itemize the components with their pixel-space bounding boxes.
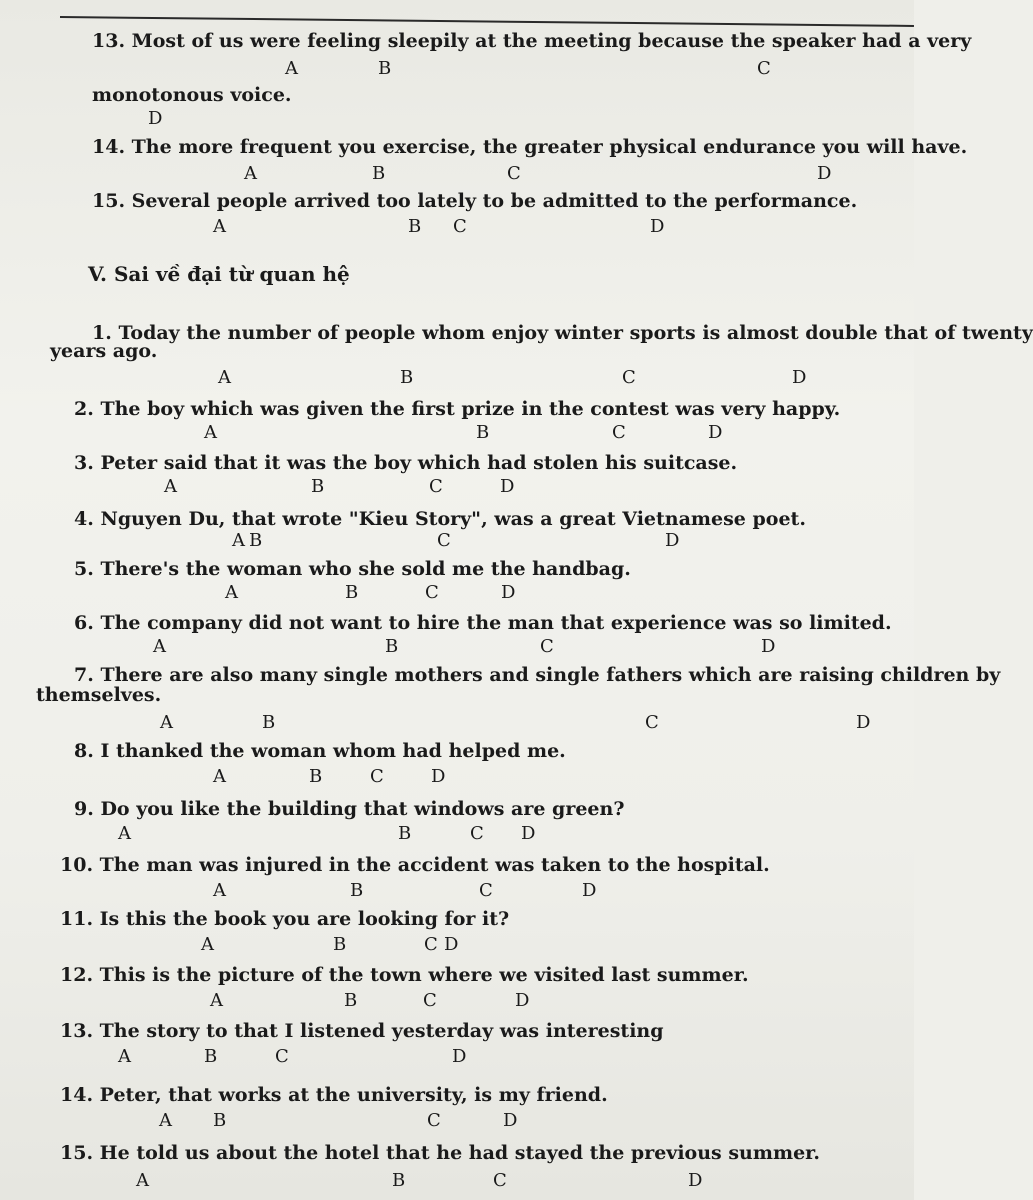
option-a: A (213, 766, 226, 787)
option-b: B (309, 766, 323, 787)
option-b: B (262, 712, 276, 733)
v-q9-letters (0, 823, 914, 847)
v-q2-letters (0, 422, 914, 446)
v-q5-line1: 5. There's the woman who she sold me the handbag. (74, 558, 631, 580)
option-d: D (708, 422, 723, 443)
v-q6-letters (0, 636, 914, 660)
option-d: D (501, 582, 516, 603)
option-d: D (792, 367, 807, 388)
iv-q13-line2: monotonous voice. (92, 84, 292, 106)
option-a: A (244, 163, 257, 184)
iv-q15-letters (0, 216, 914, 240)
option-a: A (136, 1170, 149, 1191)
v-q3-letters (0, 476, 914, 500)
option-c: C (427, 1110, 441, 1131)
option-a: A (285, 58, 298, 79)
iv-q13-letters (0, 58, 914, 82)
v-q4-line1: 4. Nguyen Du, that wrote "Kieu Story", was a great Vietnamese poet. (74, 508, 806, 530)
v-q14-letters (0, 1110, 914, 1134)
v-q1-letters (0, 367, 914, 391)
iv-q15-line1: 15. Several people arrived too lately to be admitted to the performance. (92, 190, 858, 212)
v-q11-line1: 11. Is this the book you are looking for it? (60, 908, 510, 930)
option-c: C (423, 990, 437, 1011)
option-c: C (540, 636, 554, 657)
option-a: A (210, 990, 223, 1011)
iv-q13-line1: 13. Most of us were feeling sleepily at the meeting because the speaker had a very (92, 30, 972, 52)
option-a: A (159, 1110, 172, 1131)
option-c: C (424, 934, 438, 955)
option-d: D (582, 880, 597, 901)
v-q8-line1: 8. I thanked the woman whom had helped me. (74, 740, 566, 762)
option-b: B (344, 990, 358, 1011)
option-c: C (470, 823, 484, 844)
v-q10-line1: 10. The man was injured in the accident was taken to the hospital. (60, 854, 770, 876)
option-b: B (350, 880, 364, 901)
option-c: C (275, 1046, 289, 1067)
option-d: D (503, 1110, 518, 1131)
option-c: C (437, 530, 451, 551)
v-q9-line1: 9. Do you like the building that windows are green? (74, 798, 625, 820)
iv-q14-line1: 14. The more frequent you exercise, the greater physical endurance you will have. (92, 136, 968, 158)
option-c: C (507, 163, 521, 184)
v-q3-line1: 3. Peter said that it was the boy which had stolen his suitcase. (74, 452, 738, 474)
v-q13-line1: 13. The story to that I listened yesterday was interesting (60, 1020, 664, 1042)
iv-q14-letters (0, 163, 914, 187)
option-b: B (345, 582, 359, 603)
option-d: D (452, 1046, 467, 1067)
v-q14-line1: 14. Peter, that works at the university, is my friend. (60, 1084, 608, 1106)
option-d: D (688, 1170, 703, 1191)
option-a: A (213, 880, 226, 901)
option-c: C (493, 1170, 507, 1191)
option-b: B (311, 476, 325, 497)
v-q10-letters (0, 880, 914, 904)
v-q11-letters (0, 934, 914, 958)
option-a: A (204, 422, 217, 443)
option-b: B (398, 823, 412, 844)
v-q1-line2: years ago. (50, 340, 158, 362)
option-d: D (148, 108, 163, 129)
v-q15-line1: 15. He told us about the hotel that he had stayed the previous summer. (60, 1142, 821, 1164)
v-q15-letters (0, 1170, 914, 1194)
v-q12-letters (0, 990, 914, 1014)
option-a: A (160, 712, 173, 733)
option-d: D (761, 636, 776, 657)
option-b: B (333, 934, 347, 955)
option-b: B (372, 163, 386, 184)
option-d: D (817, 163, 832, 184)
v-q6-line1: 6. The company did not want to hire the man that experience was so limited. (74, 612, 892, 634)
option-a: A (201, 934, 214, 955)
v-q4-letters (0, 530, 914, 554)
option-c: C (425, 582, 439, 603)
iv-q13-letters-2 (0, 108, 914, 132)
option-a: A (118, 823, 131, 844)
option-c: C (370, 766, 384, 787)
option-b: B (408, 216, 422, 237)
v-q1-line1: 1. Today the number of people whom enjoy winter sports is almost double that of twenty (92, 322, 1033, 344)
option-d: D (665, 530, 680, 551)
option-c: C (453, 216, 467, 237)
option-b: B (400, 367, 414, 388)
v-q7-letters (0, 712, 914, 736)
option-a: A (213, 216, 226, 237)
option-c: C (479, 880, 493, 901)
option-d: D (650, 216, 665, 237)
v-q12-line1: 12. This is the picture of the town where we visited last summer. (60, 964, 749, 986)
option-d: D (431, 766, 446, 787)
option-a: A (225, 582, 238, 603)
option-c: C (757, 58, 771, 79)
v-q13-letters (0, 1046, 914, 1070)
option-c: C (429, 476, 443, 497)
option-d: D (500, 476, 515, 497)
option-a: A (164, 476, 177, 497)
option-a: A (218, 367, 231, 388)
v-q7-line2: themselves. (36, 684, 162, 706)
option-b: B (385, 636, 399, 657)
option-a: A (118, 1046, 131, 1067)
option-c: C (612, 422, 626, 443)
option-b: B (213, 1110, 227, 1131)
v-q5-letters (0, 582, 914, 606)
option-b: B (204, 1046, 218, 1067)
option-d: D (856, 712, 871, 733)
option-b: B (476, 422, 490, 443)
option-b: B (392, 1170, 406, 1191)
option-c: C (622, 367, 636, 388)
section-v-heading: V. Sai về đại từ quan hệ (88, 262, 350, 286)
option-a: A (232, 530, 245, 551)
option-d: D (444, 934, 459, 955)
option-a: A (153, 636, 166, 657)
option-d: D (515, 990, 530, 1011)
option-c: C (645, 712, 659, 733)
option-b: B (249, 530, 263, 551)
v-q2-line1: 2. The boy which was given the first prize in the contest was very happy. (74, 398, 841, 420)
v-q7-line1: 7. There are also many single mothers and single fathers which are raising children by (74, 664, 1001, 686)
v-q8-letters (0, 766, 914, 790)
option-d: D (521, 823, 536, 844)
option-b: B (378, 58, 392, 79)
